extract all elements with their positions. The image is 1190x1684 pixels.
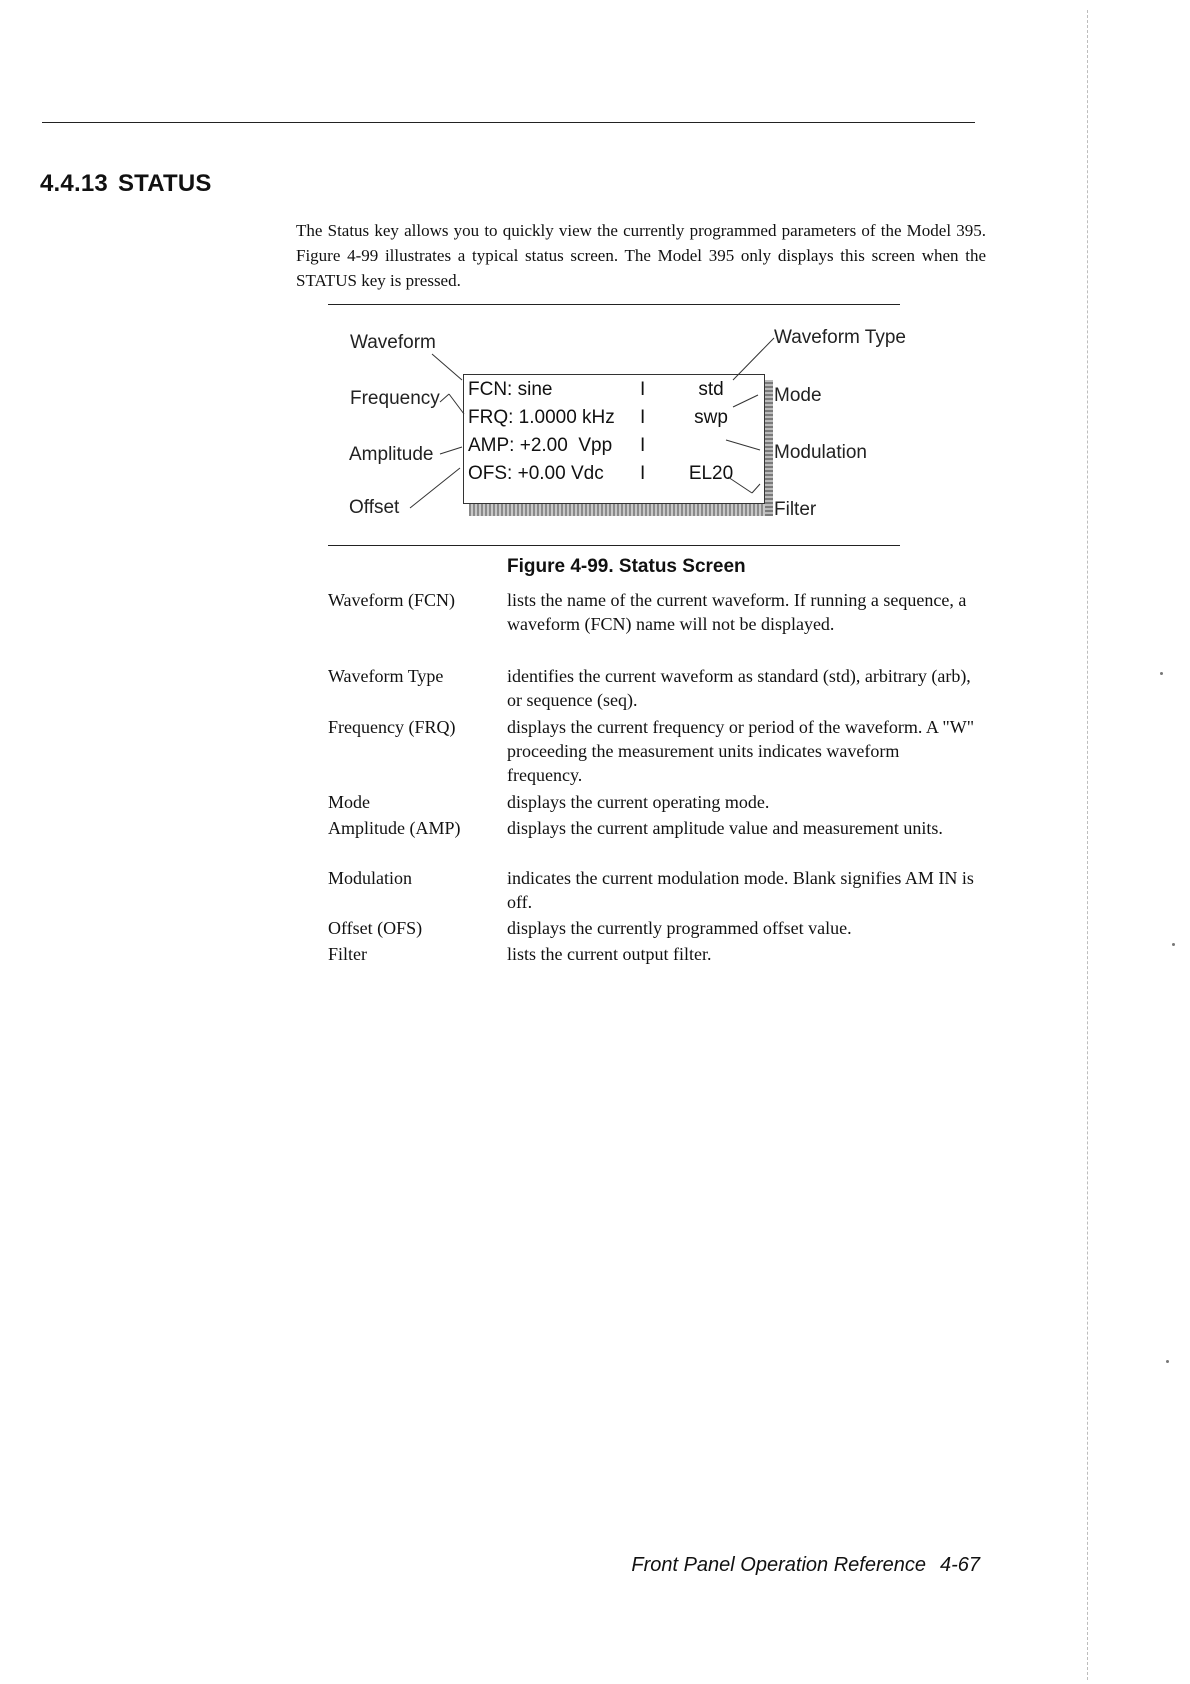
label-amplitude: Amplitude — [349, 444, 434, 465]
definition-description: indicates the current modulation mode. Blank signifies AM IN is off. — [507, 868, 974, 912]
definition-term: Mode — [328, 792, 370, 812]
label-waveform: Waveform — [350, 332, 436, 353]
page-footer — [631, 1554, 980, 1577]
scan-speck — [1166, 1360, 1169, 1363]
footer-title: Front Panel Operation Reference — [631, 1554, 926, 1576]
leader-modulation — [726, 440, 760, 450]
screen-value: swp — [694, 407, 728, 428]
definition-term: Filter — [328, 944, 367, 964]
label-filter: Filter — [774, 499, 817, 520]
scan-speck — [1160, 672, 1163, 675]
section-title: STATUS — [117, 170, 212, 197]
leader-waveform-type — [733, 338, 774, 380]
figure-caption: Figure 4-99. Status Screen — [507, 556, 746, 577]
definition-description: lists the current output filter. — [507, 944, 712, 964]
definition-term: Waveform (FCN) — [328, 590, 456, 610]
leader-filter — [752, 484, 760, 493]
definition-description: displays the current amplitude value and measurement units. — [507, 818, 943, 838]
definition-description: displays the current operating mode. — [507, 792, 770, 812]
definition-description: identifies the current waveform as standard (std), arbitrary (arb), or sequence (seq). — [507, 666, 971, 710]
label-frequency: Frequency — [350, 388, 440, 409]
label-offset: Offset — [349, 497, 400, 518]
leader-offset — [410, 468, 460, 508]
definition-term: Waveform Type — [328, 666, 444, 686]
page-number: 4-67 — [939, 1554, 980, 1576]
definition-term: Frequency (FRQ) — [328, 717, 456, 737]
definition-description: lists the name of the current waveform. If running a sequence, a waveform (FCN) name will not be displayed. — [507, 590, 967, 634]
screen-param: AMP: +2.00 Vpp — [468, 435, 613, 456]
label-mode: Mode — [774, 385, 822, 406]
definition-term: Amplitude (AMP) — [328, 818, 461, 838]
definition-description: displays the current frequency or period of the waveform. A "W" proceeding the measurement units indicates waveform frequency. — [507, 717, 975, 785]
leader-frequency — [449, 394, 464, 414]
leader-waveform — [432, 354, 462, 380]
leader-lines — [0, 0, 1190, 600]
scan-speck — [1172, 943, 1175, 946]
label-modulation: Modulation — [774, 442, 867, 463]
screen-param: FRQ: 1.0000 kHz — [468, 407, 615, 428]
screen-value: std — [698, 379, 724, 400]
definition-term: Modulation — [328, 868, 412, 888]
label-waveform-type: Waveform Type — [774, 327, 906, 348]
screen-value: EL20 — [688, 463, 734, 484]
screen-separator: I — [640, 407, 646, 428]
screen-separator: I — [640, 463, 646, 484]
leader-swp — [733, 395, 758, 407]
definition-term: Offset (OFS) — [328, 918, 423, 938]
definition-description: displays the currently programmed offset value. — [507, 918, 852, 938]
screen-separator: I — [640, 435, 646, 456]
screen-param: FCN: sine — [468, 379, 553, 400]
section-number: 4.4.13 — [40, 170, 108, 197]
screen-separator: I — [640, 379, 646, 400]
intro-paragraph: The Status key allows you to quickly view the currently programmed parameters of the Model 395. Figure 4-99 illustrates a typical status screen. The Model 395 only displays this screen when the STATUS key is pressed. — [296, 221, 986, 290]
leader-amplitude — [440, 447, 462, 454]
screen-param: OFS: +0.00 Vdc — [468, 463, 604, 484]
leader-frequency — [440, 394, 449, 402]
leader-filter — [728, 477, 752, 493]
